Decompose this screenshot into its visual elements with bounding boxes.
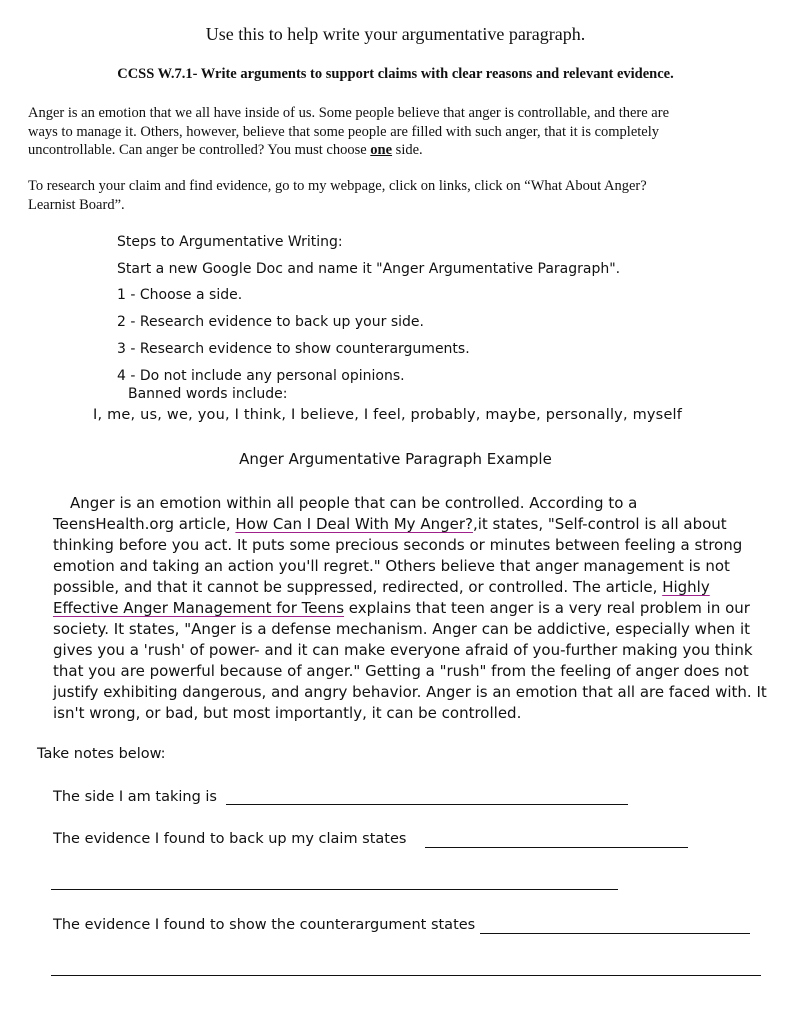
step-item: 2 - Research evidence to back up your side. <box>117 314 424 330</box>
evidence-label: The evidence I found to back up my claim states <box>53 831 407 847</box>
essay-line: that you are powerful because of anger." Getting a "rush" from the feeling of anger does not <box>53 662 749 680</box>
article-link-2-cont[interactable]: Effective Anger Management for Teens <box>53 599 345 617</box>
emphasis-one: one <box>370 142 393 158</box>
side-label: The side I am taking is <box>53 789 217 805</box>
essay-line: possible, and that it cannot be suppressed, redirected, or controlled. The article, Highly <box>53 578 710 596</box>
essay-line: society. It states, "Anger is a defense mechanism. Anger can be addictive, especially when it <box>53 620 751 638</box>
counter-answer-line[interactable] <box>480 933 750 934</box>
step-item: 4 - Do not include any personal opinions. <box>117 368 405 384</box>
step-item: 1 - Choose a side. <box>117 287 243 303</box>
research-line-1: To research your claim and find evidence, go to my webpage, click on links, click on “What About Anger? <box>28 178 647 194</box>
essay-line: Effective Anger Management for Teens explains that teen anger is a very real problem in our <box>53 599 750 617</box>
research-line-2: Learnist Board”. <box>28 196 125 213</box>
side-answer-line[interactable] <box>226 804 628 805</box>
essay-line: emotion and taking an action you'll regret." Others believe that anger management is not <box>53 557 730 575</box>
essay-line: TeensHealth.org article, How Can I Deal With My Anger?,it states, "Self-control is all about <box>53 515 727 533</box>
essay-line: gives you a 'rush' of power- and it can make everyone afraid of you-further making you think <box>53 641 753 659</box>
essay-line: Anger is an emotion within all people that can be controlled. According to a <box>70 494 638 512</box>
step-item: 3 - Research evidence to show counterarguments. <box>117 341 470 357</box>
article-link-2[interactable]: Highly <box>662 578 710 596</box>
steps-start: Start a new Google Doc and name it "Anger Argumentative Paragraph". <box>117 261 621 277</box>
standard-heading: CCSS W.7.1- Write arguments to support claims with clear reasons and relevant evidence. <box>117 66 674 82</box>
intro-line-3: uncontrollable. Can anger be controlled? You must choose one side. <box>28 142 423 158</box>
example-heading: Anger Argumentative Paragraph Example <box>239 450 552 468</box>
article-link-1[interactable]: How Can I Deal With My Anger? <box>235 515 473 533</box>
intro-line-2: ways to manage it. Others, however, believe that some people are filled with such anger, that it is completely <box>28 123 660 140</box>
essay-line: justify exhibiting dangerous, and angry behavior. Anger is an emotion that all are faced with. It <box>53 683 767 701</box>
notes-heading: Take notes below: <box>37 746 166 762</box>
steps-heading: Steps to Argumentative Writing: <box>117 234 343 250</box>
counter-answer-line-2[interactable] <box>51 975 761 976</box>
essay-line: thinking before you act. It puts some precious seconds or minutes between feeling a strong <box>53 536 743 554</box>
intro-line-1: Anger is an emotion that we all have inside of us. Some people believe that anger is controllable, and there are <box>28 105 670 121</box>
page-title: Use this to help write your argumentative paragraph. <box>205 24 586 44</box>
evidence-answer-line-2[interactable] <box>51 889 618 890</box>
evidence-answer-line[interactable] <box>425 847 688 848</box>
counter-label: The evidence I found to show the counterargument states <box>53 917 476 933</box>
banned-words: I, me, us, we, you, I think, I believe, I feel, probably, maybe, personally, myself <box>93 407 683 423</box>
banned-label: Banned words include: <box>128 386 288 402</box>
essay-line: isn't wrong, or bad, but most importantly, it can be controlled. <box>53 704 522 722</box>
